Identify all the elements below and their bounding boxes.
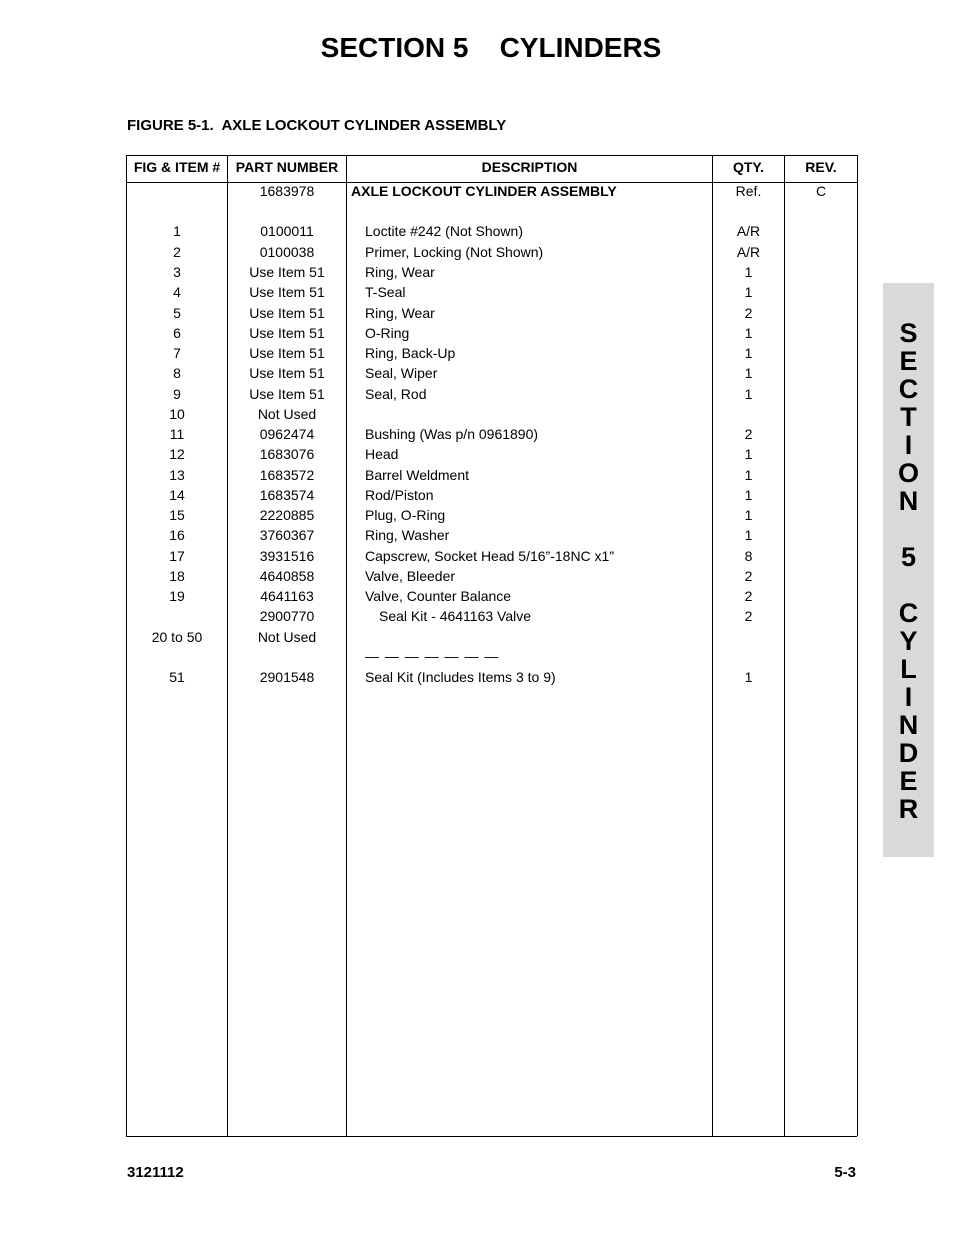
description-cell: Barrel Weldment <box>365 467 470 483</box>
side-tab-letter: C <box>898 374 919 404</box>
qty-cell: A/R <box>736 223 761 239</box>
table-row <box>0 588 954 608</box>
table-row <box>0 223 954 243</box>
part-cell: 2901548 <box>259 669 315 685</box>
fig-cell: 1 <box>173 223 181 239</box>
fig-cell: 5 <box>173 305 181 321</box>
description-cell: Loctite #242 (Not Shown) <box>365 223 523 239</box>
part-cell: Use Item 51 <box>249 365 325 381</box>
qty-cell: 8 <box>744 548 753 564</box>
table-row <box>0 264 954 284</box>
fig-cell: 16 <box>169 527 185 543</box>
part-cell: 1683572 <box>259 467 315 483</box>
description-cell: Seal Kit (Includes Items 3 to 9) <box>365 669 556 685</box>
column-header-fig: FIG & ITEM # <box>133 159 221 175</box>
table-row <box>0 527 954 547</box>
fig-cell: 6 <box>173 325 181 341</box>
figure-title: FIGURE 5-1. AXLE LOCKOUT CYLINDER ASSEMBLY <box>127 117 507 134</box>
table-row <box>0 325 954 345</box>
part-cell: 1683076 <box>259 446 315 462</box>
description-cell: Head <box>365 446 399 462</box>
description-cell: Valve, Counter Balance <box>365 588 512 604</box>
side-tab-letter: E <box>899 346 918 376</box>
fig-cell: 15 <box>169 507 185 523</box>
description-cell: Ring, Wear <box>365 305 435 321</box>
qty-cell: 2 <box>744 426 753 442</box>
table-row <box>0 386 954 406</box>
description-cell: Seal Kit - 4641163 Valve <box>379 608 532 624</box>
part-cell: Use Item 51 <box>249 264 325 280</box>
table-row <box>0 426 954 446</box>
qty-cell: 1 <box>744 669 753 685</box>
table-row <box>0 183 954 203</box>
qty-cell: 1 <box>744 325 753 341</box>
side-tab-letter: O <box>897 458 919 488</box>
side-tab-letter: D <box>898 738 919 768</box>
qty-cell: Ref. <box>735 183 762 199</box>
qty-cell: 2 <box>744 305 753 321</box>
fig-cell: 12 <box>169 446 185 462</box>
qty-cell: 1 <box>744 467 753 483</box>
description-cell: Capscrew, Socket Head 5/16”-18NC x1” <box>365 548 614 564</box>
page-number: 5-3 <box>834 1164 856 1181</box>
description-cell: Seal, Rod <box>365 386 427 402</box>
column-header-rev: REV. <box>805 159 837 175</box>
fig-cell: 2 <box>173 244 181 260</box>
table-row <box>0 244 954 264</box>
column-header-part: PART NUMBER <box>235 159 339 175</box>
side-tab-letter: I <box>904 430 913 460</box>
side-tab-letter: R <box>898 794 919 824</box>
description-cell: Ring, Wear <box>365 264 435 280</box>
description-cell: Rod/Piston <box>365 487 434 503</box>
description-cell: Ring, Back-Up <box>365 345 456 361</box>
qty-cell: 1 <box>744 386 753 402</box>
fig-cell: 17 <box>169 548 185 564</box>
fig-cell: 10 <box>169 406 185 422</box>
part-cell: 2900770 <box>259 608 315 624</box>
fig-cell: 9 <box>173 386 181 402</box>
table-row <box>0 548 954 568</box>
part-cell: 0100038 <box>259 244 315 260</box>
side-tab-letter: 5 <box>900 542 917 572</box>
side-tab-letter: E <box>899 766 918 796</box>
side-tab-letter: S <box>899 318 918 348</box>
part-cell: 2220885 <box>259 507 315 523</box>
part-cell: 1683574 <box>259 487 315 503</box>
part-cell: 1683978 <box>259 183 315 199</box>
qty-cell: 1 <box>744 507 753 523</box>
side-tab-letter: L <box>900 654 917 684</box>
part-cell: 0100011 <box>260 223 314 239</box>
qty-cell: 1 <box>744 284 753 300</box>
part-cell: Not Used <box>257 629 317 645</box>
qty-cell: 1 <box>744 527 753 543</box>
side-tab-letter: I <box>904 682 913 712</box>
table-row <box>0 629 954 649</box>
column-header-description: DESCRIPTION <box>481 159 578 175</box>
table-row <box>0 345 954 365</box>
part-cell: 0962474 <box>259 426 315 442</box>
fig-cell: 13 <box>169 467 185 483</box>
table-row <box>0 568 954 588</box>
side-tab-letter: C <box>898 598 919 628</box>
part-cell: 4640858 <box>259 568 315 584</box>
fig-cell: 20 to 50 <box>151 629 203 645</box>
part-cell: 3931516 <box>259 548 315 564</box>
description-cell: Valve, Bleeder <box>365 568 456 584</box>
part-cell: Not Used <box>257 406 317 422</box>
document-number: 3121112 <box>127 1164 184 1181</box>
table-row <box>0 507 954 527</box>
description-cell: Seal, Wiper <box>365 365 438 381</box>
table-row <box>0 608 954 628</box>
qty-cell: 1 <box>744 264 753 280</box>
table-row <box>0 284 954 304</box>
table-row <box>0 487 954 507</box>
part-cell: Use Item 51 <box>249 345 325 361</box>
part-cell: Use Item 51 <box>249 305 325 321</box>
table-row <box>0 669 954 689</box>
description-cell: Ring, Washer <box>365 527 450 543</box>
side-tab-letter: N <box>898 486 919 516</box>
section-side-tab <box>883 283 934 857</box>
description-cell: Plug, O-Ring <box>365 507 446 523</box>
table-row <box>0 406 954 426</box>
side-tab-letter: T <box>900 402 917 432</box>
fig-cell: 4 <box>173 284 181 300</box>
part-cell: Use Item 51 <box>249 284 325 300</box>
fig-cell: 18 <box>169 568 185 584</box>
fig-cell: 51 <box>169 669 185 685</box>
separator-dashes: — — — — — — — <box>365 648 500 664</box>
side-tab-letter: Y <box>899 626 918 656</box>
side-tab-letter: N <box>898 710 919 740</box>
part-cell: 4641163 <box>260 588 314 604</box>
part-cell: 3760367 <box>259 527 315 543</box>
fig-cell: 8 <box>173 365 181 381</box>
fig-cell: 11 <box>169 426 185 442</box>
fig-cell: 7 <box>173 345 181 361</box>
section-title: SECTION 5 CYLINDERS <box>320 32 662 63</box>
qty-cell: 1 <box>744 345 753 361</box>
column-header-qty: QTY. <box>732 159 765 175</box>
qty-cell: A/R <box>736 244 761 260</box>
qty-cell: 2 <box>744 568 753 584</box>
rev-cell: C <box>815 183 827 199</box>
part-cell: Use Item 51 <box>249 386 325 402</box>
part-cell: Use Item 51 <box>249 325 325 341</box>
table-row <box>0 446 954 466</box>
qty-cell: 2 <box>744 608 753 624</box>
description-cell: O-Ring <box>365 325 410 341</box>
description-cell: AXLE LOCKOUT CYLINDER ASSEMBLY <box>351 183 617 199</box>
qty-cell: 1 <box>744 487 753 503</box>
table-row <box>0 365 954 385</box>
fig-cell: 19 <box>169 588 185 604</box>
qty-cell: 2 <box>744 588 753 604</box>
description-cell: Bushing (Was p/n 0961890) <box>365 426 539 442</box>
fig-cell: 3 <box>173 264 181 280</box>
fig-cell: 14 <box>169 487 185 503</box>
qty-cell: 1 <box>744 446 753 462</box>
table-row <box>0 467 954 487</box>
description-cell: Primer, Locking (Not Shown) <box>365 244 544 260</box>
description-cell: T-Seal <box>365 284 406 300</box>
qty-cell: 1 <box>744 365 753 381</box>
table-row <box>0 305 954 325</box>
